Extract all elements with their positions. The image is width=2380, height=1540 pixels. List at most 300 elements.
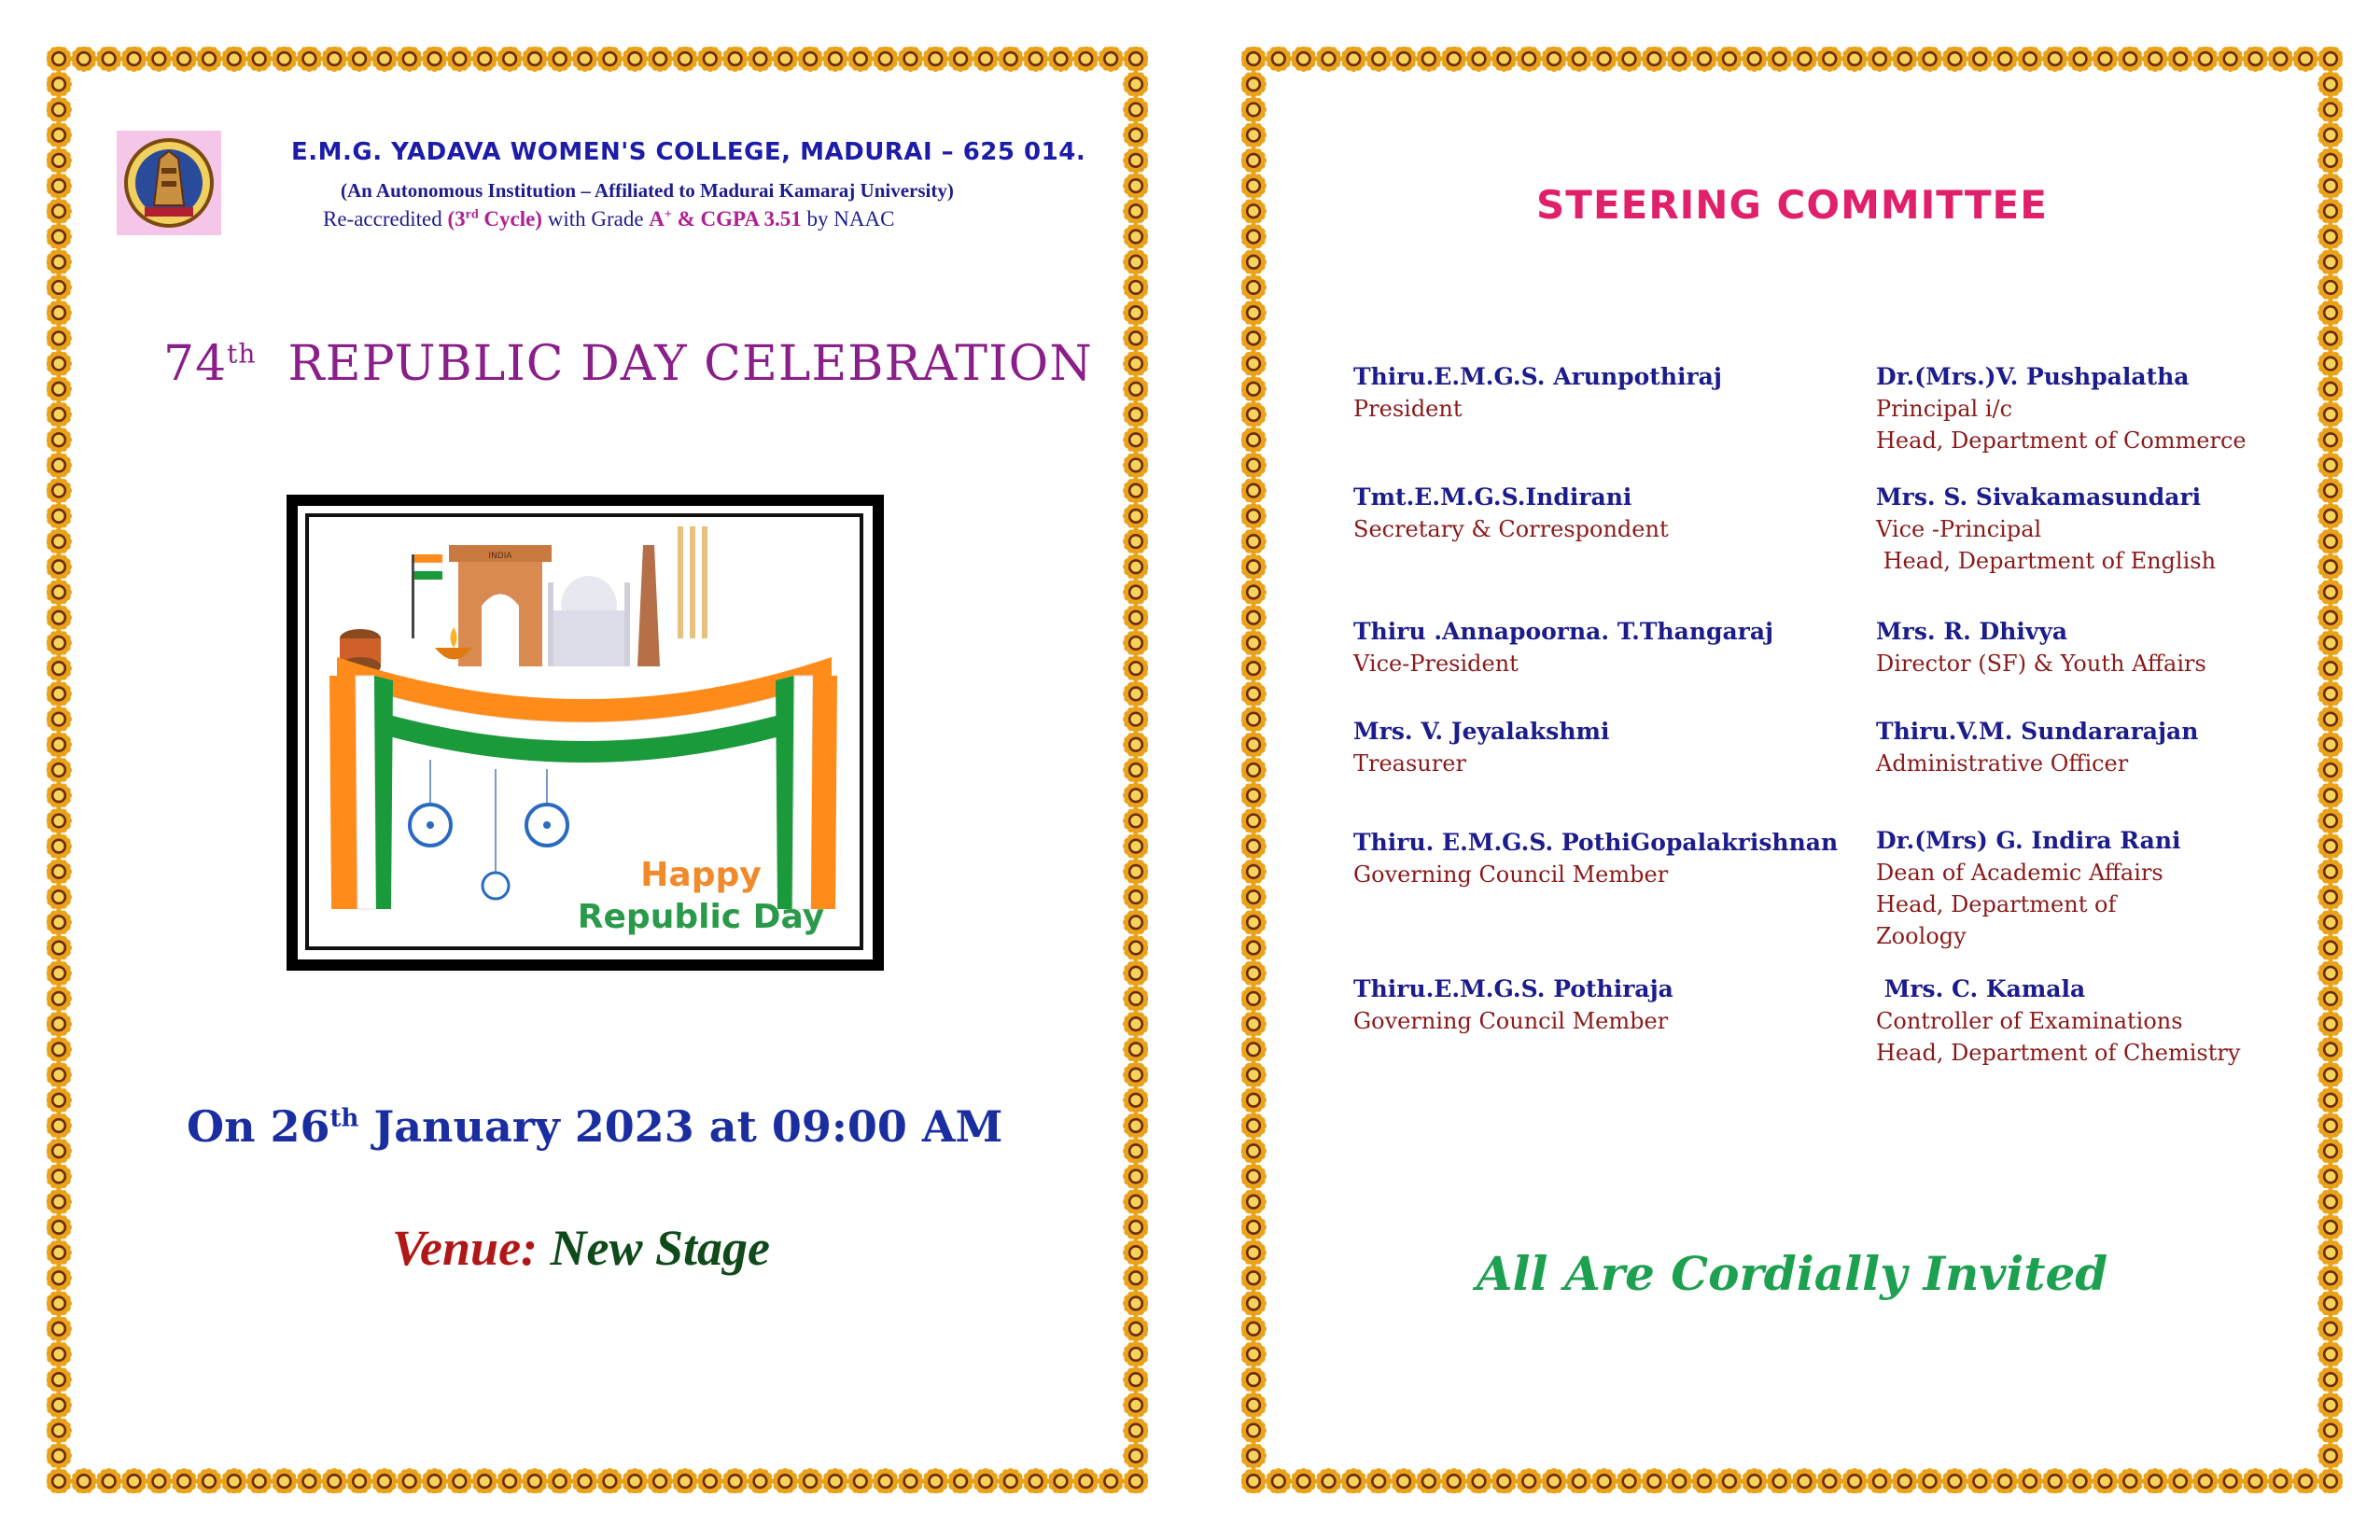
border-flower [897, 47, 923, 72]
border-flower [947, 47, 973, 72]
border-flower [1767, 47, 1793, 72]
border-flower [446, 1468, 472, 1493]
border-flower [121, 1468, 147, 1493]
border-flower [2092, 1468, 2118, 1493]
border-flower [1441, 1468, 1467, 1493]
border-flower [47, 173, 72, 199]
member-card [1353, 716, 1609, 779]
member-name: Thiru .Annapoorna. T.Thangaraj [1353, 618, 1774, 645]
accred-suffix: by NAAC [801, 207, 895, 231]
border-flower [221, 47, 247, 72]
venue-value: New Stage [538, 1220, 771, 1276]
border-flower [2317, 401, 2343, 427]
member-name: Thiru.V.M. Sundararajan [1876, 718, 2199, 745]
border-flower [47, 300, 72, 326]
accred-cycle-open: (3 [447, 207, 466, 231]
border-flower [2192, 47, 2219, 72]
border-flower [1365, 47, 1392, 72]
border-flower [697, 1468, 723, 1493]
border-flower [1291, 47, 1317, 72]
border-flower [2317, 478, 2343, 504]
border-flower [146, 47, 172, 72]
border-flower [1241, 580, 1267, 606]
border-flower [1123, 757, 1148, 783]
border-flower [1816, 1468, 1842, 1493]
border-flower [2317, 47, 2343, 72]
border-flower [697, 47, 723, 72]
border-flower [1123, 1036, 1148, 1062]
border-flower [47, 732, 72, 758]
member-card [1876, 361, 2247, 456]
border-flower [1241, 528, 1267, 554]
member-role: Governing Council Member [1353, 861, 1669, 888]
border-flower [1666, 47, 1692, 72]
border-flower [922, 47, 948, 72]
border-flower [1123, 249, 1148, 275]
border-flower [522, 1468, 548, 1493]
border-flower [2317, 732, 2343, 758]
border-flower [1241, 1113, 1267, 1139]
border-flower [1541, 1468, 1567, 1493]
border-flower [2317, 1418, 2343, 1444]
border-flower [1241, 605, 1267, 631]
border-flower [1967, 47, 1993, 72]
border-flower [547, 47, 573, 72]
border-flower [1340, 47, 1366, 72]
border-flower [171, 1468, 197, 1493]
border-flower [2317, 122, 2343, 148]
border-flower [1123, 859, 1148, 885]
border-flower [2317, 1163, 2343, 1189]
border-flower [1316, 47, 1342, 72]
member-card [1876, 482, 2216, 577]
border-flower [797, 1468, 823, 1493]
border-flower [1241, 1138, 1267, 1164]
border-flower [572, 47, 598, 72]
accred-cycle [447, 207, 542, 231]
border-flower [1241, 655, 1267, 681]
border-flower [2317, 1366, 2343, 1393]
border-flower [1123, 680, 1148, 707]
member-card [1876, 825, 2181, 952]
border-flower [47, 630, 72, 656]
member-card [1353, 973, 1673, 1037]
border-flower [1023, 1468, 1049, 1493]
border-flower [1241, 1443, 1267, 1469]
border-flower [2317, 1036, 2343, 1062]
border-flower [1241, 300, 1267, 326]
border-flower [1241, 782, 1267, 808]
border-flower [2218, 47, 2244, 72]
border-flower [1123, 605, 1148, 631]
border-flower [1941, 47, 1967, 72]
border-flower [1123, 1138, 1148, 1164]
border-flower [1641, 1468, 1667, 1493]
border-flower [1917, 47, 1943, 72]
border-flower [1123, 503, 1148, 529]
border-flower [897, 1468, 923, 1493]
border-flower [1691, 47, 1717, 72]
accred-cycle-close: Cycle) [478, 207, 542, 231]
border-flower [1241, 1418, 1267, 1444]
border-flower [922, 1468, 948, 1493]
border-flower [1123, 427, 1148, 453]
border-flower [47, 198, 72, 224]
border-flower [1123, 782, 1148, 808]
date-sup: th [329, 1104, 359, 1133]
border-flower [1123, 807, 1148, 833]
member-role: Secretary & Correspondent [1353, 516, 1669, 542]
accred-grade [649, 207, 801, 231]
border-flower [2292, 1468, 2318, 1493]
border-flower [2317, 325, 2343, 351]
border-flower [1691, 1468, 1717, 1493]
border-flower [2317, 655, 2343, 681]
member-card [1353, 616, 1773, 679]
border-flower [47, 807, 72, 833]
border-flower [47, 833, 72, 860]
border-flower [2218, 1468, 2244, 1493]
border-flower [47, 935, 72, 961]
border-flower [346, 47, 372, 72]
border-flower [522, 47, 548, 72]
border-flower [1241, 757, 1267, 783]
border-flower [1241, 1392, 1267, 1418]
border-flower [2067, 47, 2093, 72]
accred-cgpa: & CGPA 3.51 [671, 207, 802, 231]
border-flower [772, 47, 798, 72]
border-flower [1541, 47, 1567, 72]
border-flower [47, 1163, 72, 1189]
border-flower [47, 401, 72, 427]
border-flower [722, 1468, 749, 1493]
border-flower [2042, 1468, 2068, 1493]
border-flower [1123, 1443, 1148, 1469]
border-flower [2317, 1443, 2343, 1469]
border-flower [2067, 1468, 2093, 1493]
border-flower [296, 47, 322, 72]
border-flower [1123, 655, 1148, 681]
border-flower [1241, 1011, 1267, 1037]
border-flower [1241, 680, 1267, 707]
border-flower [1316, 1468, 1342, 1493]
border-flower [397, 47, 423, 72]
border-flower [422, 47, 448, 72]
border-flower [47, 47, 72, 72]
border-flower [2317, 1138, 2343, 1164]
border-flower [47, 478, 72, 504]
border-flower [2317, 605, 2343, 631]
flag-icon [412, 554, 442, 638]
border-flower [2317, 1189, 2343, 1215]
border-flower [1123, 96, 1148, 122]
border-flower [647, 47, 673, 72]
venue-label: Venue: [392, 1220, 539, 1276]
border-flower [1123, 300, 1148, 326]
border-flower [1241, 833, 1267, 860]
border-flower [2317, 274, 2343, 301]
border-flower [1466, 47, 1492, 72]
border-flower [246, 47, 273, 72]
border-flower [1841, 1468, 1868, 1493]
member-card [1876, 616, 2206, 679]
border-flower [47, 1138, 72, 1164]
border-flower [1291, 1468, 1317, 1493]
border-flower [547, 1468, 573, 1493]
member-role: Governing Council Member [1353, 1008, 1669, 1034]
border-flower [2017, 1468, 2043, 1493]
border-flower [1591, 47, 1617, 72]
border-flower [2317, 833, 2343, 860]
border-flower [1123, 884, 1148, 910]
border-flower [47, 1036, 72, 1062]
border-flower [47, 1239, 72, 1266]
border-flower [1241, 909, 1267, 935]
border-flower [847, 1468, 874, 1493]
republic-day-illustration [309, 517, 860, 946]
border-flower [1123, 47, 1148, 72]
celebration-number-sup: th [227, 338, 257, 370]
border-flower [47, 1316, 72, 1342]
border-flower [1416, 47, 1442, 72]
border-flower [1241, 1163, 1267, 1189]
accred-cycle-sup: rd [465, 207, 479, 222]
border-flower [2267, 1468, 2293, 1493]
border-flower [1047, 47, 1073, 72]
member-role: Principal i/c [1876, 396, 2013, 422]
border-flower [2167, 47, 2193, 72]
border-flower [1241, 1087, 1267, 1113]
border-flower [2317, 680, 2343, 707]
border-flower [47, 553, 72, 580]
border-flower [371, 47, 398, 72]
border-flower [171, 47, 197, 72]
border-flower [47, 427, 72, 453]
border-flower [1365, 1468, 1392, 1493]
border-flower [1123, 707, 1148, 733]
border-flower [2317, 630, 2343, 656]
border-flower [2142, 1468, 2168, 1493]
border-flower [1123, 580, 1148, 606]
ashoka-chakra-icon [410, 760, 567, 899]
border-flower [196, 47, 222, 72]
member-name: Dr.(Mrs.)V. Pushpalatha [1876, 363, 2190, 390]
border-flower [2317, 71, 2343, 97]
border-flower [572, 1468, 598, 1493]
border-flower [1241, 707, 1267, 733]
border-flower [1023, 47, 1049, 72]
member-name: Dr.(Mrs) G. Indira Rani [1876, 827, 2181, 854]
border-flower [2317, 1392, 2343, 1418]
celebration-number: 74 [163, 336, 228, 392]
border-flower [2017, 47, 2043, 72]
border-flower [47, 325, 72, 351]
border-flower [1466, 1468, 1492, 1493]
border-flower [672, 1468, 698, 1493]
border-flower [1841, 47, 1868, 72]
border-flower [1992, 47, 2018, 72]
border-flower [2317, 884, 2343, 910]
border-flower [397, 1468, 423, 1493]
border-flower [47, 655, 72, 681]
border-flower [1241, 452, 1267, 478]
border-flower [1516, 1468, 1542, 1493]
border-flower [47, 1291, 72, 1317]
border-flower [1098, 47, 1124, 72]
member-role: Administrative Officer [1876, 750, 2129, 777]
border-flower [596, 1468, 623, 1493]
border-flower [47, 757, 72, 783]
member-role: Head, Department of English [1876, 548, 2217, 574]
border-flower [1123, 1087, 1148, 1113]
border-flower [47, 1418, 72, 1444]
border-flower [973, 1468, 999, 1493]
border-flower [47, 122, 72, 148]
border-flower [2317, 782, 2343, 808]
border-flower [2167, 1468, 2193, 1493]
border-flower [47, 986, 72, 1012]
border-flower [1123, 909, 1148, 935]
border-flower [2242, 1468, 2268, 1493]
border-flower [722, 47, 749, 72]
border-flower [1123, 351, 1148, 377]
college-logo [117, 131, 221, 235]
accreditation-line [323, 207, 894, 231]
border-flower [1123, 1291, 1148, 1317]
border-flower [1123, 960, 1148, 987]
member-role: Head, Department of [1876, 891, 2117, 917]
border-flower [1566, 47, 1592, 72]
member-name: Mrs. S. Sivakamasundari [1876, 483, 2202, 511]
border-flower [2092, 47, 2118, 72]
border-flower [822, 47, 848, 72]
border-flower [346, 1468, 372, 1493]
border-flower [672, 47, 698, 72]
closing-invitation: All Are Cordially Invited [1476, 1246, 2108, 1301]
border-flower [47, 1189, 72, 1215]
border-flower [1123, 478, 1148, 504]
border-flower [1241, 325, 1267, 351]
border-flower [2317, 1214, 2343, 1240]
border-flower [1123, 71, 1148, 97]
border-flower [1072, 1468, 1099, 1493]
republic-day-image-frame [287, 495, 884, 971]
border-flower [1791, 1468, 1817, 1493]
border-flower [1123, 986, 1148, 1012]
border-flower [272, 1468, 298, 1493]
border-flower [1098, 1468, 1124, 1493]
accred-mid: with Grade [541, 207, 650, 231]
border-flower [497, 47, 523, 72]
border-flower [1241, 859, 1267, 885]
border-flower [321, 1468, 347, 1493]
border-flower [1241, 1189, 1267, 1215]
border-flower [2317, 707, 2343, 733]
border-flower [596, 47, 623, 72]
border-flower [96, 1468, 122, 1493]
border-flower [47, 1011, 72, 1037]
border-flower [1641, 47, 1667, 72]
border-flower [1123, 1265, 1148, 1291]
border-flower [47, 884, 72, 910]
border-flower [1917, 1468, 1943, 1493]
border-flower [2317, 300, 2343, 326]
border-flower [873, 1468, 899, 1493]
border-flower [1241, 630, 1267, 656]
border-flower [47, 782, 72, 808]
border-flower [1617, 47, 1643, 72]
border-flower [2317, 986, 2343, 1012]
border-flower [1892, 47, 1918, 72]
border-flower [1266, 47, 1292, 72]
border-flower [947, 1468, 973, 1493]
border-flower [1241, 274, 1267, 301]
border-flower [1241, 427, 1267, 453]
border-flower [1892, 1468, 1918, 1493]
border-flower [2317, 96, 2343, 122]
border-flower [2317, 807, 2343, 833]
border-flower [2317, 376, 2343, 402]
border-flower [1241, 376, 1267, 402]
member-name: Mrs. V. Jeyalakshmi [1353, 718, 1610, 745]
border-flower [847, 47, 874, 72]
border-flower [2317, 147, 2343, 174]
border-flower [1241, 503, 1267, 529]
border-flower [47, 1443, 72, 1469]
border-flower [1241, 1036, 1267, 1062]
border-flower [1123, 732, 1148, 758]
border-flower [47, 224, 72, 250]
border-flower [1516, 47, 1542, 72]
border-flower [47, 605, 72, 631]
border-flower [1742, 1468, 1768, 1493]
border-flower [2317, 1113, 2343, 1139]
border-flower [1241, 960, 1267, 987]
border-flower [1123, 1392, 1148, 1418]
border-flower [422, 1468, 448, 1493]
border-flower [2317, 1316, 2343, 1342]
border-flower [797, 47, 823, 72]
date-suffix: January 2023 at 09:00 AM [358, 1101, 1003, 1152]
border-flower [1123, 553, 1148, 580]
border-flower [1241, 1214, 1267, 1240]
member-role: Vice -Principal [1876, 516, 2042, 542]
cricket-stumps-icon [678, 526, 707, 638]
border-flower [47, 1392, 72, 1418]
border-flower [622, 47, 648, 72]
border-flower [2267, 47, 2293, 72]
border-flower [47, 580, 72, 606]
border-flower [1123, 1011, 1148, 1037]
border-flower [1123, 935, 1148, 961]
border-flower [1491, 47, 1517, 72]
border-flower [1047, 1468, 1073, 1493]
border-flower [1791, 47, 1817, 72]
border-flower [1123, 1418, 1148, 1444]
border-flower [1123, 198, 1148, 224]
border-flower [246, 1468, 273, 1493]
border-flower [1241, 401, 1267, 427]
member-role: President [1353, 396, 1463, 422]
border-flower [1241, 1062, 1267, 1088]
border-flower [2317, 351, 2343, 377]
border-flower [622, 1468, 648, 1493]
border-flower [296, 1468, 322, 1493]
celebration-heading [163, 336, 1093, 392]
border-flower [1123, 833, 1148, 860]
border-flower [2317, 960, 2343, 987]
member-name: Thiru.E.M.G.S. Arunpothiraj [1353, 363, 1722, 390]
